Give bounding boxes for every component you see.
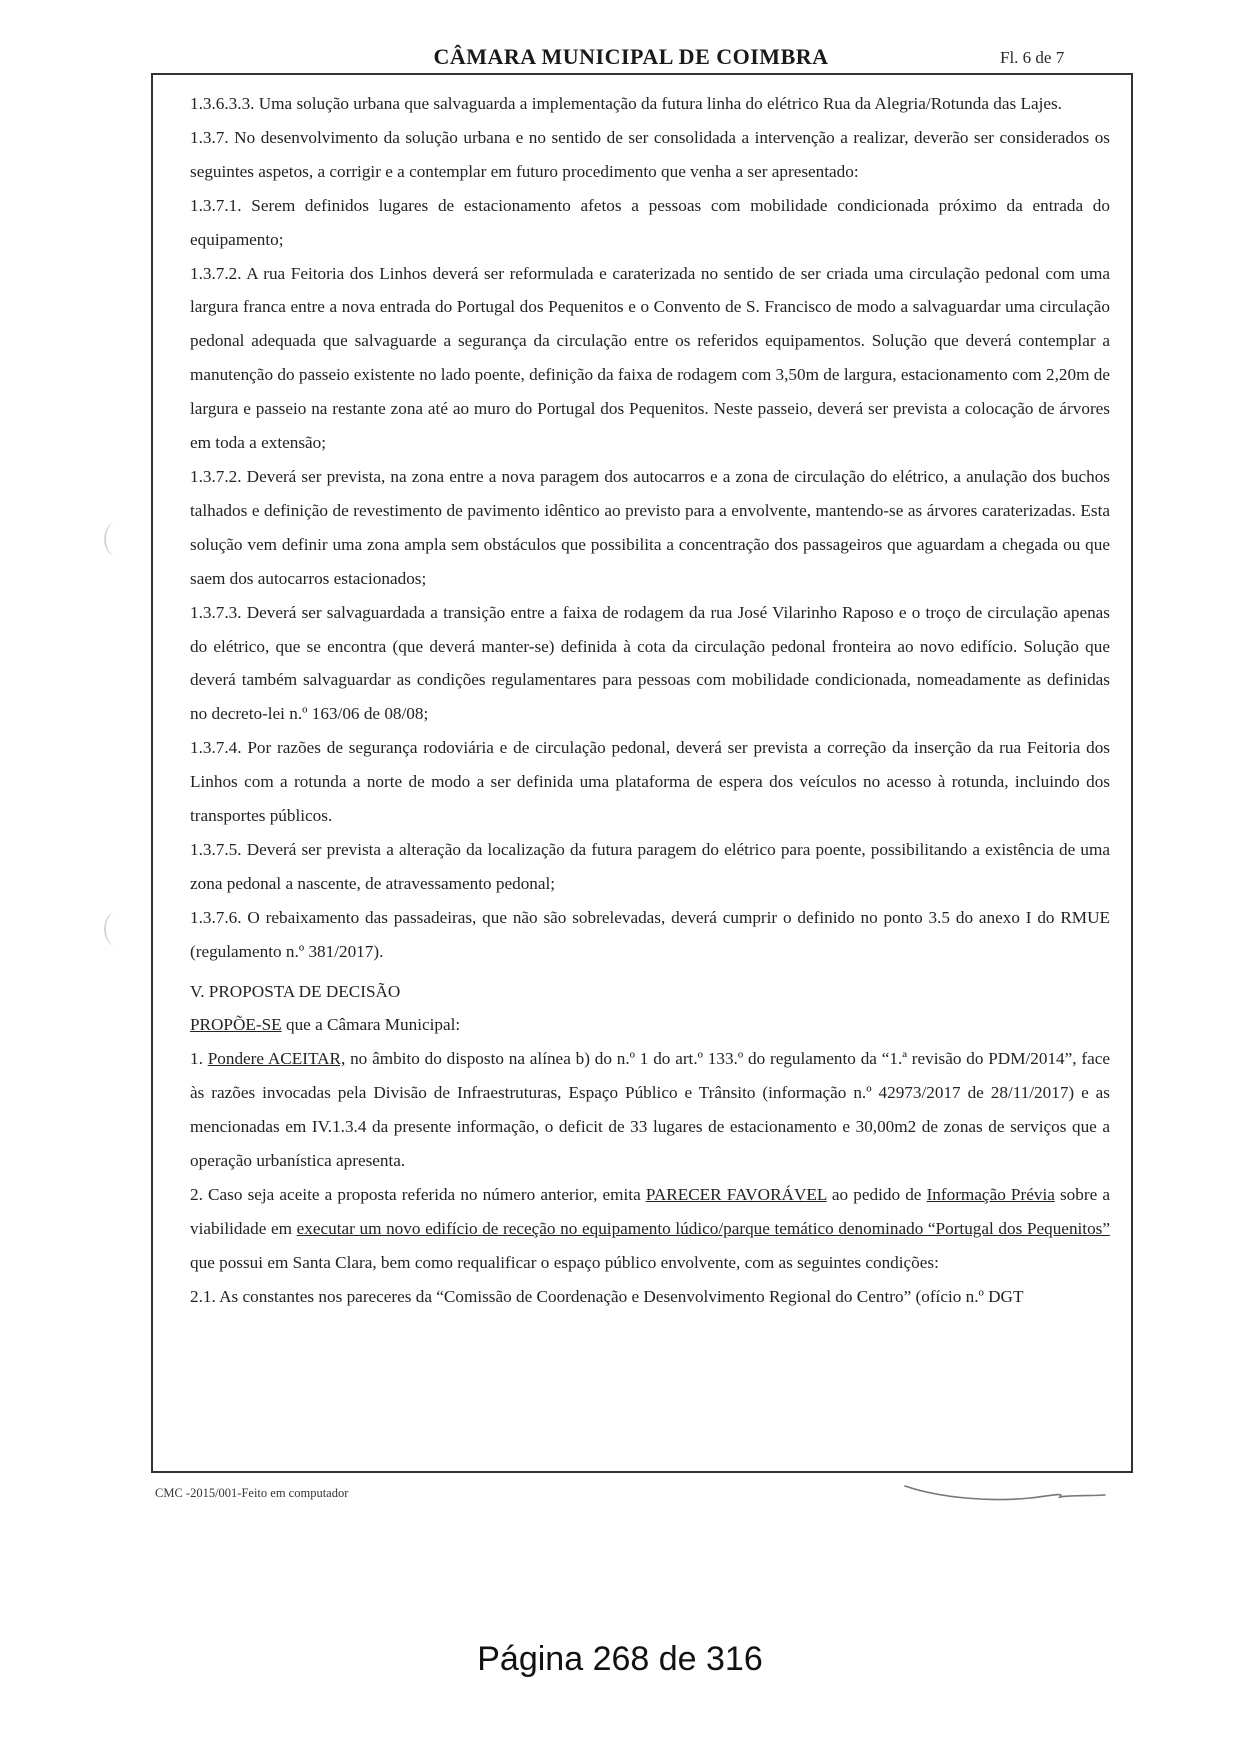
section-heading: V. PROPOSTA DE DECISÃO <box>190 981 401 1001</box>
form-code: CMC -2015/001-Feito em computador <box>155 1486 349 1500</box>
paragraph: 1.3.7.5. Deverá ser prevista a alteração da localização da futura paragem do elétrico para poente, possibilitando a existência de uma zona pedonal a nascente, de atravessamento pedonal; <box>190 839 1110 893</box>
proposal-item-2 <box>190 1178 1110 1280</box>
item-2-text-c: sobre a viabilidade em <box>190 1185 1110 1238</box>
paragraph: 1.3.7.6. O rebaixamento das passadeiras, que não são sobrelevadas, deverá cumprir o definido no ponto 3.5 do anexo I do RMUE (regulamento n.º 381/2017). <box>190 907 1110 961</box>
item-number: 1. <box>190 1049 208 1069</box>
paragraph: 1.3.7. No desenvolvimento da solução urbana e no sentido de ser consolidada a intervenção a realizar, deverão ser considerados os seguintes aspetos, a corrigir e a contemplar em futuro procedimento que venha a ser apresentado: <box>190 127 1110 181</box>
page-number: Página 268 de 316 <box>477 1640 763 1678</box>
header-title-text: CÂMARA MUNICIPAL DE COIMBRA <box>433 44 829 69</box>
item-2-text-b: ao pedido de <box>826 1185 927 1204</box>
proposal-item-1 <box>190 1042 1110 1178</box>
punch-hole-mark <box>104 522 128 556</box>
item-2-text-d: que possui em Santa Clara, bem como requalificar o espaço público envolvente, com as seguintes condições: <box>190 1252 939 1272</box>
proposal-lead-text: que a Câmara Municipal: <box>281 1015 461 1035</box>
signature-mark <box>900 1478 1110 1508</box>
item-1-action: Pondere ACEITAR, <box>207 1049 346 1069</box>
folio-number: Fl. 6 de 7 <box>1000 48 1065 67</box>
paragraph: 1.3.7.2. Deverá ser prevista, na zona entre a nova paragem dos autocarros e a zona de circulação do elétrico, a anulação dos buchos talhados e definição de revestimento de pavimento idêntico ao previsto para a envolvente, mantendo-se as árvores caraterizadas. Esta solução vem definir uma zona ampla sem obstáculos que possibilita a concentração dos passageiros que aguardam a chegada ou que saem dos autocarros estacionados; <box>190 466 1110 588</box>
paragraph: 1.3.7.2. A rua Feitoria dos Linhos deverá ser reformulada e caraterizada no sentido de ser criada uma circulação pedonal com uma largura franca entre a nova entrada do Portugal dos Pequenitos e o Convento de S. Francisco de modo a salvaguardar uma circulação pedonal adequada que salvaguarde a segurança da circulação entre os referidos equipamentos. Solução que deverá contemplar a manutenção do passeio existente no lado poente, definição da faixa de rodagem com 3,50m de largura, estacionamento com 2,20m de largura e passeio na restante zona até ao muro do Portugal dos Pequenitos. Neste passeio, deverá ser prevista a colocação de árvores em toda a extensão; <box>190 263 1110 453</box>
item-2-informacao: Informação Prévia <box>926 1185 1055 1204</box>
proposal-lead-keyword: PROPÕE-SE <box>190 1015 282 1035</box>
document-body <box>190 87 1110 1314</box>
item-2-executar: executar um novo edifício de receção no equipamento lúdico/parque temático denominado “Portugal dos Pequenitos” <box>296 1218 1110 1238</box>
paragraph: 1.3.7.1. Serem definidos lugares de estacionamento afetos a pessoas com mobilidade condicionada próximo da entrada do equipamento; <box>190 195 1110 249</box>
item-1-text: no âmbito do disposto na alínea b) do n.º 1 do art.º 133.º do regulamento da “1.ª revisão do PDM/2014”, face às razões invocadas pela Divisão de Infraestruturas, Espaço Público e Trânsito (informação n.º 42973/2017 de 28/11/2017) e as mencionadas em IV.1.3.4 da presente informação, o deficit de 33 lugares de estacionamento e 30,00m2 de zonas de serviços que a operação urbanística apresenta. <box>190 1049 1110 1171</box>
proposal-lead <box>190 1008 1110 1042</box>
item-2-text-a: 2. Caso seja aceite a proposta referida no número anterior, emita <box>190 1185 646 1204</box>
paragraph: 1.3.7.3. Deverá ser salvaguardada a transição entre a faixa de rodagem da rua José Vilarinho Raposo e o troço de circulação apenas do elétrico, que se encontra (que deverá manter-se) definida à cota da circulação pedonal fronteira ao novo edifício. Solução que deverá também salvaguardar as condições regulamentares para pessoas com mobilidade condicionada, nomeadamente as definidas no decreto-lei n.º 163/06 de 08/08; <box>190 602 1110 724</box>
item-2-parecer: PARECER FAVORÁVEL <box>645 1185 827 1204</box>
proposal-item-2-1: 2.1. As constantes nos pareceres da “Comissão de Coordenação e Desenvolvimento Regional do Centro” (ofício n.º DGT <box>190 1286 1024 1306</box>
paragraph: 1.3.6.3.3. Uma solução urbana que salvaguarda a implementação da futura linha do elétrico Rua da Alegria/Rotunda das Lajes. <box>190 94 1062 113</box>
paragraph: 1.3.7.4. Por razões de segurança rodoviária e de circulação pedonal, deverá ser prevista a correção da inserção da rua Feitoria dos Linhos com a rotunda a norte de modo a ser definida uma plataforma de espera dos veículos no acesso à rotunda, incluindo dos transportes públicos. <box>190 738 1110 826</box>
punch-hole-mark <box>104 912 128 946</box>
